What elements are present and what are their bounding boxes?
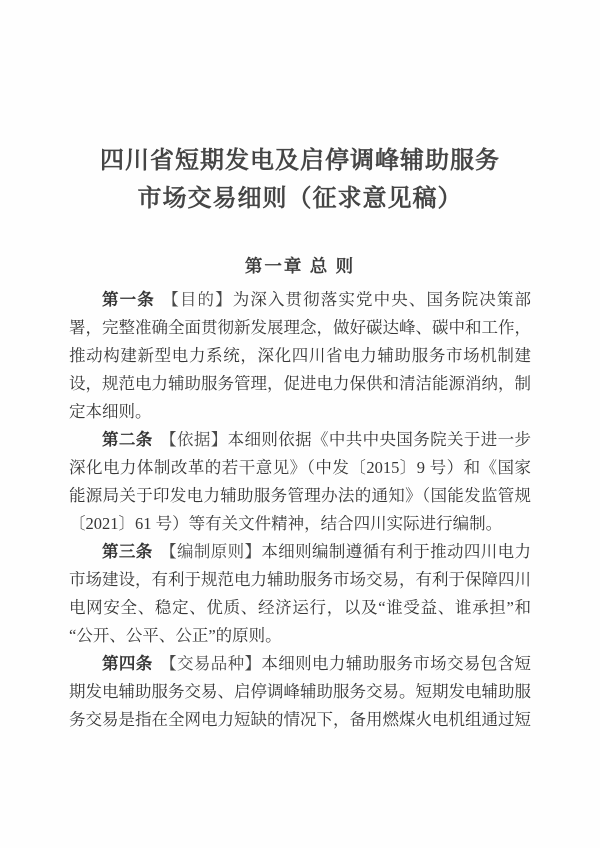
article-paragraph-3	[69, 538, 531, 650]
article-label: 【交易品种】	[160, 654, 262, 673]
document-title-line-1: 四川省短期发电及启停调峰辅助服务	[100, 148, 500, 174]
article-paragraph-1	[69, 286, 531, 426]
document-title	[0, 0, 600, 218]
article-text: 为深入贯彻落实党中央、国务院决策部署，完整准确全面贯彻新发展理念，做好碳达峰、碳中和工作，推动构建新型电力系统，深化四川省电力辅助服务市场机制建设，规范电力辅助服务管理，促进电力保供和清洁能源消纳，制定本细则。	[69, 290, 532, 421]
article-number: 第二条	[102, 430, 153, 449]
article-paragraph-4	[69, 650, 531, 734]
article-number: 第三条	[102, 542, 153, 561]
article-number: 第一条	[102, 290, 155, 309]
article-label: 【目的】	[162, 290, 233, 309]
document-body	[69, 286, 531, 734]
article-text: 本细则电力辅助服务市场交易包含短期发电辅助服务交易、启停调峰辅助服务交易。短期发电辅助服务交易是指在全网电力短缺的情况下，备用燃煤火电机组通过短	[69, 654, 532, 729]
article-paragraph-2	[69, 426, 531, 538]
article-text: 本细则编制遵循有利于推动四川电力市场建设，有利于规范电力辅助服务市场交易，有利于保障四川电网安全、稳定、优质、经济运行，以及“谁受益、谁承担”和“公开、公平、公正”的原则。	[69, 542, 532, 645]
chapter-heading: 第一章 总 则	[244, 256, 356, 276]
article-label: 【依据】	[160, 430, 228, 449]
article-text: 本细则依据《中共中央国务院关于进一步深化电力体制改革的若干意见》（中发〔2015〕9 号）和《国家能源局关于印发电力辅助服务管理办法的通知》（国能发监管规〔2021〕61 号）等有关文件精神，结合四川实际进行编制。	[69, 430, 532, 533]
document-title-line-2: 市场交易细则（征求意见稿）	[137, 186, 463, 212]
article-label: 【编制原则】	[160, 542, 262, 561]
article-number: 第四条	[102, 654, 153, 673]
